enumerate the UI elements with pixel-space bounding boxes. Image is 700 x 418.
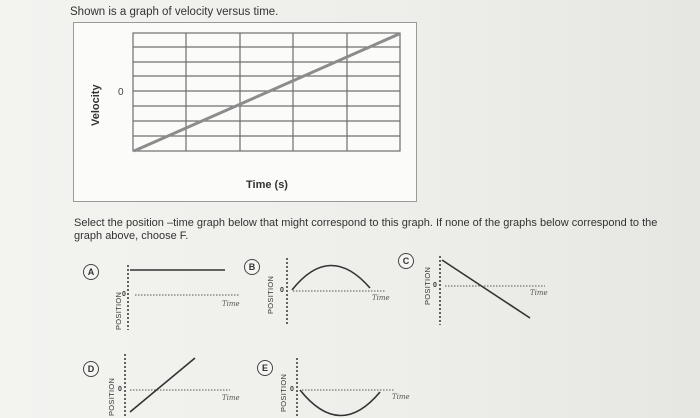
option-a-letter: A — [87, 267, 95, 277]
time-axis-label: Time (s) — [246, 179, 288, 191]
velocity-line — [134, 34, 399, 151]
option-e-zero: 0 — [290, 386, 294, 393]
option-a-position-label: POSITION — [114, 291, 123, 330]
question-instruction: Select the position –time graph below that might correspond to this graph. If none of the graphs below correspond to the graph above, choose F. — [74, 217, 658, 242]
option-d-graph — [125, 354, 230, 418]
option-b-position-label: POSITION — [266, 275, 275, 314]
option-b-time-label: Time — [372, 294, 390, 302]
option-d-letter: D — [87, 364, 95, 374]
option-e-time-label: Time — [392, 393, 410, 401]
option-e-graph — [297, 358, 395, 418]
option-b-button[interactable] — [244, 259, 260, 275]
option-b-zero: 0 — [280, 287, 284, 294]
option-d-time-label: Time — [222, 394, 240, 402]
option-a-button[interactable] — [83, 264, 99, 280]
option-e-button[interactable] — [257, 360, 273, 376]
option-c-time-label: Time — [530, 289, 548, 297]
option-a-graph — [128, 265, 240, 330]
option-b-graph — [287, 258, 385, 325]
option-a-time-label: Time — [222, 300, 240, 308]
velocity-zero-label: 0 — [118, 87, 124, 98]
option-e-position-label: POSITION — [279, 373, 288, 412]
option-c-zero: 0 — [433, 282, 437, 289]
option-b-letter: B — [248, 262, 256, 272]
option-d-button[interactable] — [83, 361, 99, 377]
option-d-zero: 0 — [118, 386, 122, 393]
option-c-letter: C — [402, 256, 410, 266]
question-prompt: Shown is a graph of velocity versus time. — [70, 6, 279, 18]
velocity-axis-label: Velocity — [90, 84, 102, 126]
option-c-button[interactable] — [398, 253, 414, 269]
option-e-letter: E — [261, 363, 268, 373]
option-d-position-label: POSITION — [107, 377, 116, 416]
option-c-position-label: POSITION — [423, 266, 432, 305]
option-a-zero: 0 — [122, 291, 126, 298]
